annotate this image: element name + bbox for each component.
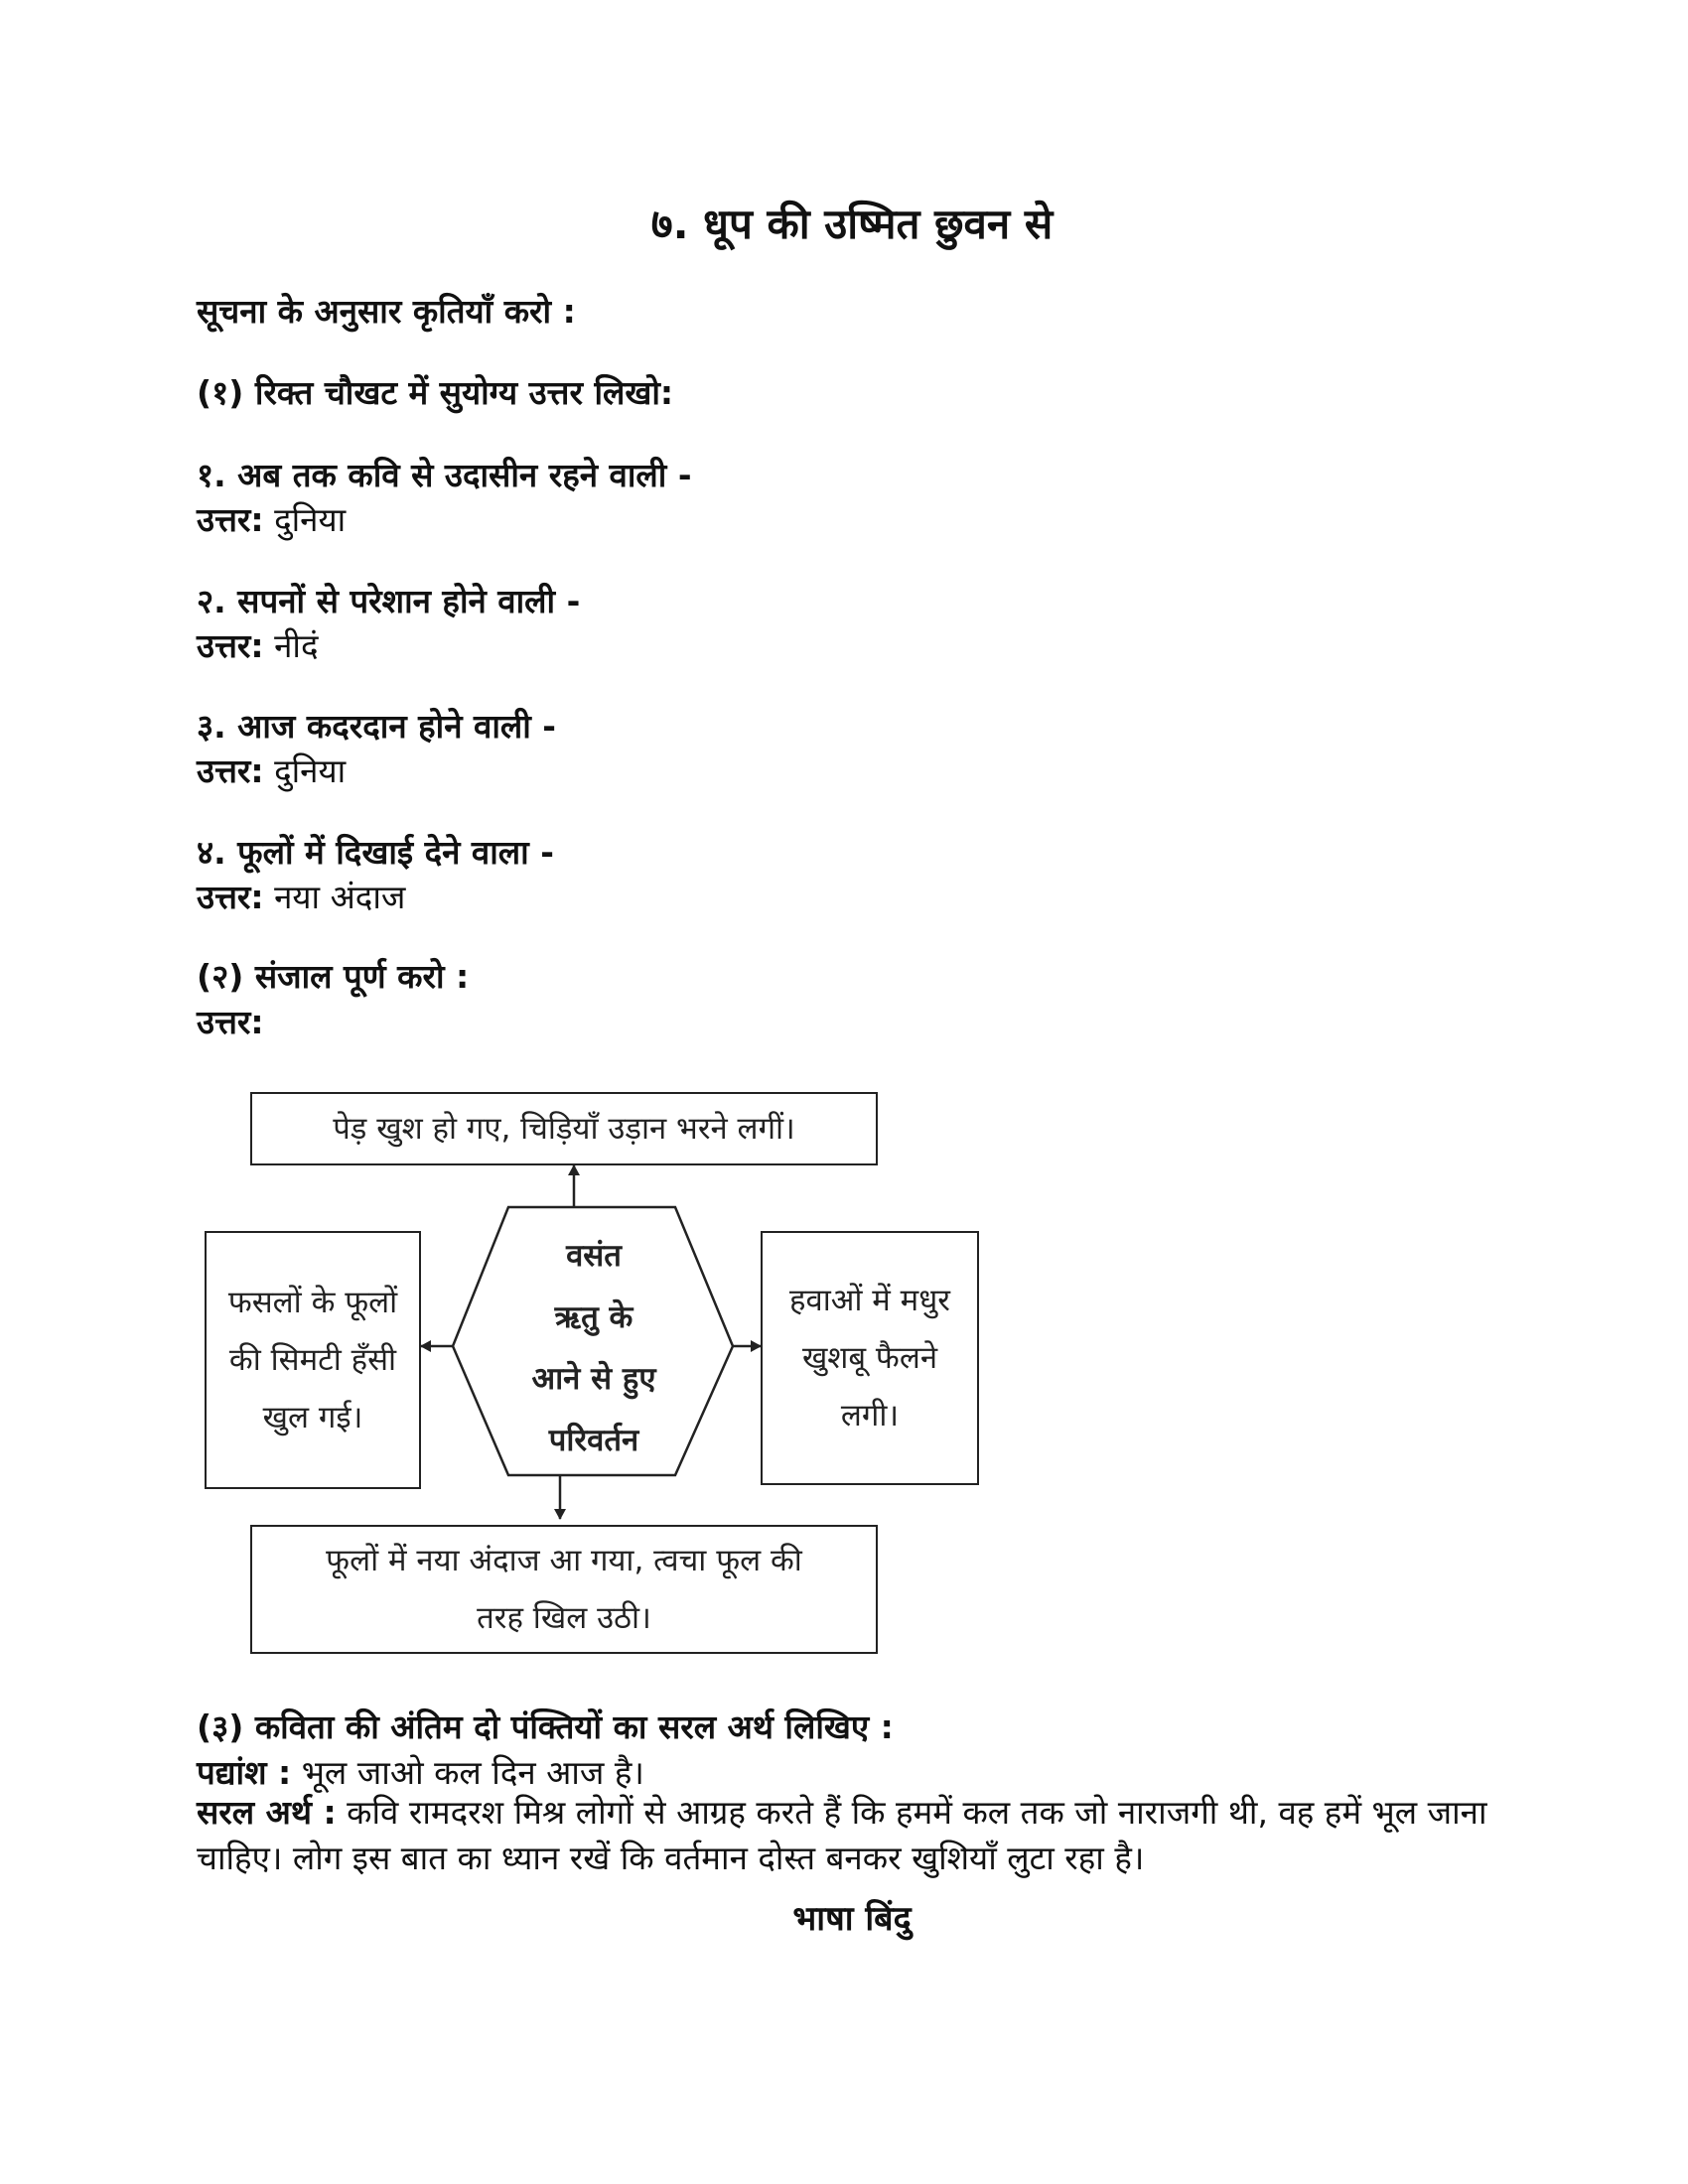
top-box-text: पेड़ खुश हो गए, चिड़ियाँ उड़ान भरने लगीं। bbox=[333, 1111, 795, 1147]
q1-item-4-answer: नया अंदाज bbox=[274, 878, 406, 916]
chapter-title: ७. धूप की उष्मित छुवन से bbox=[650, 200, 1054, 248]
q3-heading: (३) कविता की अंतिम दो पंक्तियों का सरल अर्थ लिखिए : bbox=[197, 1707, 894, 1746]
right-box bbox=[761, 1231, 979, 1485]
answer-label: उत्तर: bbox=[197, 751, 264, 790]
q1-item-3-question: ३. आज कदरदान होने वाली - bbox=[197, 707, 556, 746]
q1-item-2-question: २. सपनों से परेशान होने वाली - bbox=[197, 582, 581, 620]
section-title: भाषा बिंदु bbox=[792, 1899, 912, 1939]
left-box-line-1: फसलों के फूलों bbox=[227, 1285, 398, 1320]
excerpt-text: भूल जाओ कल दिन आज है। bbox=[301, 1753, 644, 1792]
bottom-box bbox=[250, 1525, 878, 1654]
q1-item-2-answer: नीदं bbox=[274, 626, 319, 665]
web-diagram bbox=[197, 1082, 951, 1668]
q1-item-1-question: १. अब तक कवि से उदासीन रहने वाली - bbox=[197, 456, 692, 494]
q3-meaning-paragraph bbox=[197, 1790, 1507, 1881]
q1-heading: (१) रिक्त चौखट में सुयोग्य उत्तर लिखो: bbox=[197, 373, 674, 412]
q1-item-3-answer: दुनिया bbox=[274, 751, 347, 790]
left-box-line-2: की सिमटी हँसी bbox=[228, 1342, 397, 1378]
right-box-line-1: हवाओं में मधुर bbox=[789, 1283, 950, 1318]
top-box bbox=[250, 1092, 878, 1165]
q2-answer-label: उत्तर: bbox=[197, 1003, 264, 1041]
q1-item-1-answer: दुनिया bbox=[274, 500, 347, 539]
left-box-line-3: खुल गई। bbox=[262, 1400, 363, 1435]
meaning-text: कवि रामदरश मिश्र लोगों से आग्रह करते हैं कि हममें कल तक जो नाराजगी थी, वह हमें भूल जाना चाहिए। लोग इस बात का ध्यान रखें कि वर्तमान दोस्त बनकर खुशियाँ लुटा रहा है। bbox=[197, 1793, 1487, 1877]
center-line-2: ऋतु के bbox=[554, 1299, 633, 1335]
q3-excerpt-row bbox=[197, 1749, 644, 1794]
instruction: सूचना के अनुसार कृतियाँ करो : bbox=[197, 292, 576, 331]
center-line-4: परिवर्तन bbox=[548, 1423, 639, 1458]
answer-label: उत्तर: bbox=[197, 500, 264, 539]
bottom-box-line-2: तरह खिल उठी। bbox=[477, 1600, 651, 1636]
right-box-line-2: खुशबू फैलने bbox=[801, 1340, 938, 1376]
bottom-box-line-1: फूलों में नया अंदाज आ गया, त्वचा फूल की bbox=[326, 1543, 802, 1578]
center-line-1: वसंत bbox=[566, 1238, 622, 1274]
q1-item-4-question: ४. फूलों में दिखाई देने वाला - bbox=[197, 833, 554, 872]
answer-label: उत्तर: bbox=[197, 626, 264, 665]
q2-heading: (२) संजाल पूर्ण करो : bbox=[197, 957, 470, 996]
q1-item-4-answer-row bbox=[197, 874, 405, 918]
meaning-label: सरल अर्थ : bbox=[197, 1793, 337, 1832]
left-box bbox=[205, 1231, 421, 1489]
excerpt-label: पद्यांश : bbox=[197, 1753, 292, 1792]
right-box-line-3: लगी। bbox=[840, 1398, 900, 1433]
q1-item-2-answer-row bbox=[197, 622, 318, 667]
answer-label: उत्तर: bbox=[197, 878, 264, 916]
center-line-3: आने से हुए bbox=[531, 1361, 656, 1397]
q1-item-1-answer-row bbox=[197, 496, 346, 541]
center-label bbox=[494, 1221, 693, 1475]
q1-item-3-answer-row bbox=[197, 748, 346, 792]
